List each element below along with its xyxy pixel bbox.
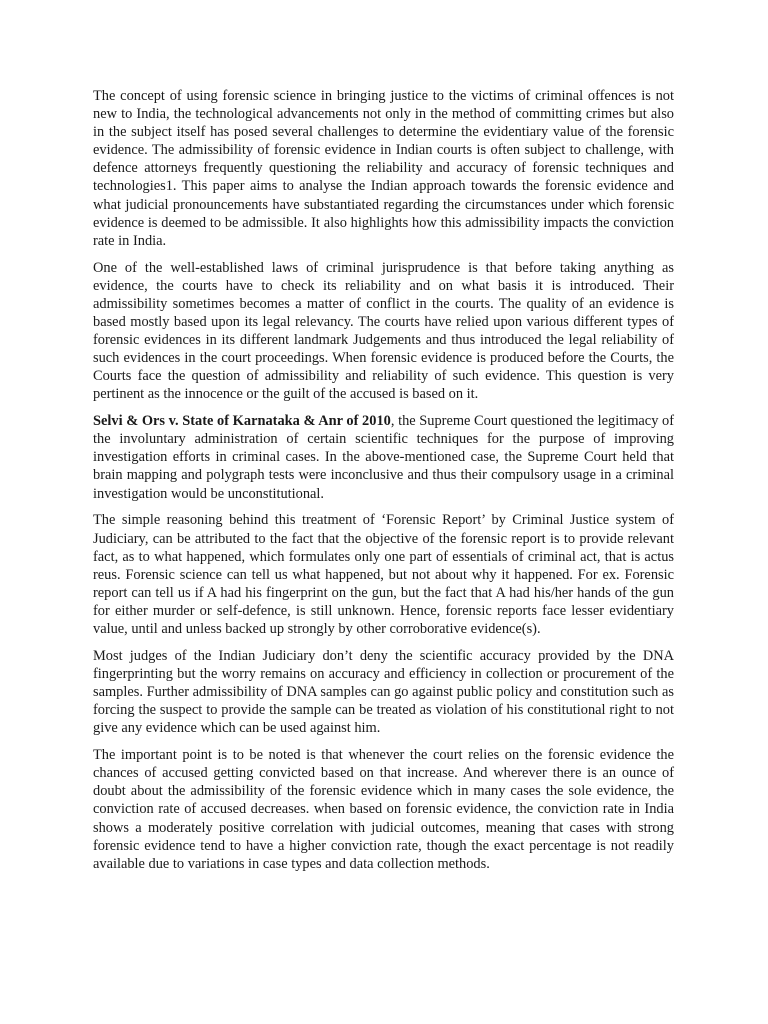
paragraph-conviction-rate: The important point is to be noted is that whenever the court relies on the forensic evidence the chances of accused getting convicted based on that increase. And wherever there is an ounce of doubt about the admissibility of the forensic evidence which in many cases the sole evidence, the conviction rate of accused decreases. when based on forensic evidence, the conviction rate in India shows a moderately positive correlation with judicial outcomes, meaning that cases with strong forensic evidence tend to have a higher conviction rate, though the exact percentage is not readily available due to variations in case types and data collection methods.: [93, 747, 674, 872]
paragraph-forensic-report: The simple reasoning behind this treatment of ‘Forensic Report’ by Criminal Justice system of Judiciary, can be attributed to the fact that the objective of the forensic report is to provide relevant fact, as to what happened, which formulates only one part of essentials of criminal act, that is actus reus. Forensic science can tell us what happened, but not about why it happened. For ex. Forensic report can tell us if A had his fingerprint on the gun, but the fact that A had his/her hands of the gun for either murder or self-defence, is still unknown. Hence, forensic reports face lesser evidentiary value, until and unless backed up strongly by other corroborative evidence(s).: [93, 512, 674, 638]
paragraph-criminal-jurisprudence: One of the well-established laws of criminal jurisprudence is that before taking anything as evidence, the courts have to check its reliability and on what basis it is introduced. Their admissibility sometimes becomes a matter of conflict in the courts. The quality of an evidence is based mostly based upon its legal relevancy. The courts have relied upon various different types of forensic evidences in its different landmark Judgements and thus introduced the legal reliability of such evidences in the court proceedings. When forensic evidence is produced before the Courts, the Courts face the question of admissibility and reliability of such evidence. This question is very pertinent as the innocence or the guilt of the accused is based on it.: [93, 259, 674, 403]
case-citation: Selvi & Ors v. State of Karnataka & Anr of 2010: [93, 413, 391, 430]
paragraph-selvi-case: [93, 412, 674, 502]
paragraph-selvi-case-text: , the Supreme Court questioned the legitimacy of the involuntary administration of certain scientific techniques for the purpose of improving investigation efforts in criminal cases. In the above-mentioned case, the Supreme Court held that brain mapping and polygraph tests were inconclusive and thus their compulsory usage in a criminal investigation would be unconstitutional.: [93, 413, 675, 502]
paragraph-intro: The concept of using forensic science in bringing justice to the victims of criminal offences is not new to India, the technological advancements not only in the method of committing crimes but also in the subject itself has posed several challenges to determine the evidentiary value of the forensic evidence. The admissibility of forensic evidence in Indian courts is often subject to challenge, with defence attorneys frequently questioning the reliability and accuracy of forensic techniques and technologies1. This paper aims to analyse the Indian approach towards the forensic evidence and what judicial pronouncements have substantiated regarding the circumstances under which forensic evidence is deemed to be admissible. It also highlights how this admissibility impacts the conviction rate in India.: [93, 88, 674, 249]
document-body: [93, 87, 674, 882]
paragraph-dna-fingerprinting: Most judges of the Indian Judiciary don’t deny the scientific accuracy provided by the DNA fingerprinting but the worry remains on accuracy and efficiency in collection or procurement of the samples. Further admissibility of DNA samples can go against public policy and constitution such as forcing the suspect to provide the sample can be treated as violation of his constitutional right to not give any evidence which can be used against him.: [93, 647, 674, 737]
